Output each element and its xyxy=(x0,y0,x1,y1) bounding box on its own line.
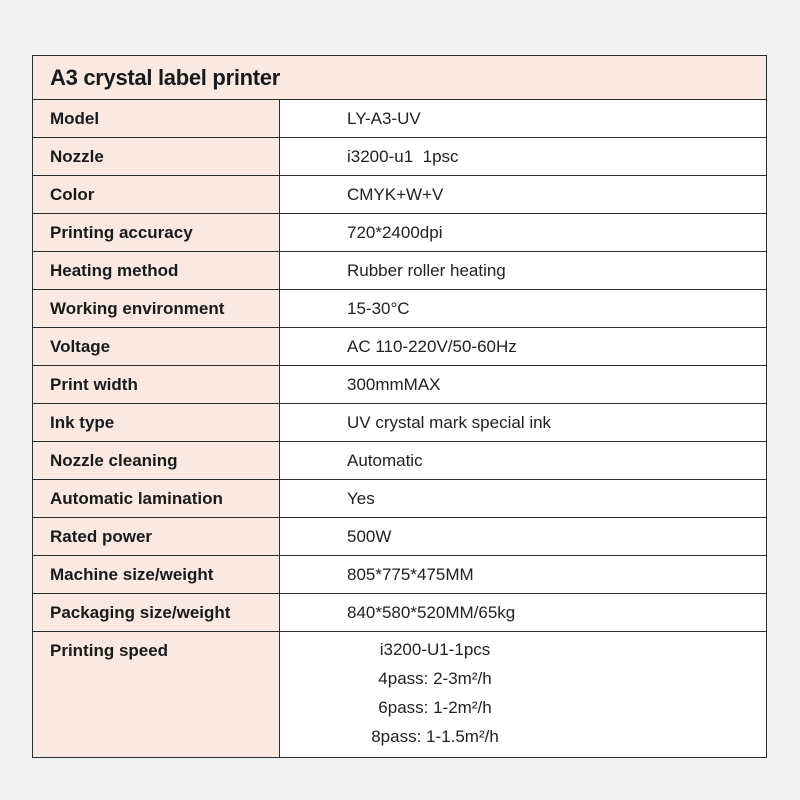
speed-line: 4pass: 2-3m²/h xyxy=(378,669,492,688)
row-label-print-width: Print width xyxy=(33,366,280,403)
row-value-voltage: AC 110-220V/50-60Hz xyxy=(280,328,766,365)
table-row xyxy=(33,176,766,214)
table-row xyxy=(33,594,766,632)
table-row-printing-speed xyxy=(33,632,766,757)
spec-table xyxy=(32,55,767,758)
row-label-printing-accuracy: Printing accuracy xyxy=(33,214,280,251)
table-row xyxy=(33,138,766,176)
row-label-packaging-size: Packaging size/weight xyxy=(33,594,280,631)
table-row xyxy=(33,214,766,252)
table-row xyxy=(33,328,766,366)
row-label-nozzle: Nozzle xyxy=(33,138,280,175)
row-value-ink-type: UV crystal mark special ink xyxy=(280,404,766,441)
row-label-working-environment: Working environment xyxy=(33,290,280,327)
table-row xyxy=(33,556,766,594)
table-row xyxy=(33,290,766,328)
table-row xyxy=(33,404,766,442)
table-title: A3 crystal label printer xyxy=(33,56,766,100)
row-value-rated-power: 500W xyxy=(280,518,766,555)
row-value-printing-accuracy: 720*2400dpi xyxy=(280,214,766,251)
table-row xyxy=(33,100,766,138)
table-row xyxy=(33,518,766,556)
row-value-working-environment: 15-30°C xyxy=(280,290,766,327)
row-label-voltage: Voltage xyxy=(33,328,280,365)
row-value-model: LY-A3-UV xyxy=(280,100,766,137)
speed-line: 6pass: 1-2m²/h xyxy=(378,698,492,717)
row-value-color: CMYK+W+V xyxy=(280,176,766,213)
row-label-automatic-lamination: Automatic lamination xyxy=(33,480,280,517)
row-label-machine-size: Machine size/weight xyxy=(33,556,280,593)
speed-line: i3200-U1-1pcs xyxy=(379,640,491,659)
row-label-heating-method: Heating method xyxy=(33,252,280,289)
row-label-printing-speed: Printing speed xyxy=(33,632,280,757)
row-value-printing-speed xyxy=(335,632,535,757)
row-value-nozzle-cleaning: Automatic xyxy=(280,442,766,479)
row-value-heating-method: Rubber roller heating xyxy=(280,252,766,289)
row-value-nozzle: i3200-u1 1psc xyxy=(280,138,766,175)
row-label-ink-type: Ink type xyxy=(33,404,280,441)
row-label-rated-power: Rated power xyxy=(33,518,280,555)
row-value-machine-size: 805*775*475MM xyxy=(280,556,766,593)
table-row xyxy=(33,442,766,480)
row-value-print-width: 300mmMAX xyxy=(280,366,766,403)
speed-line: 8pass: 1-1.5m²/h xyxy=(371,727,499,746)
row-label-model: Model xyxy=(33,100,280,137)
row-label-nozzle-cleaning: Nozzle cleaning xyxy=(33,442,280,479)
table-row xyxy=(33,252,766,290)
row-value-automatic-lamination: Yes xyxy=(280,480,766,517)
table-row xyxy=(33,366,766,404)
table-row xyxy=(33,480,766,518)
row-label-color: Color xyxy=(33,176,280,213)
row-value-packaging-size: 840*580*520MM/65kg xyxy=(280,594,766,631)
